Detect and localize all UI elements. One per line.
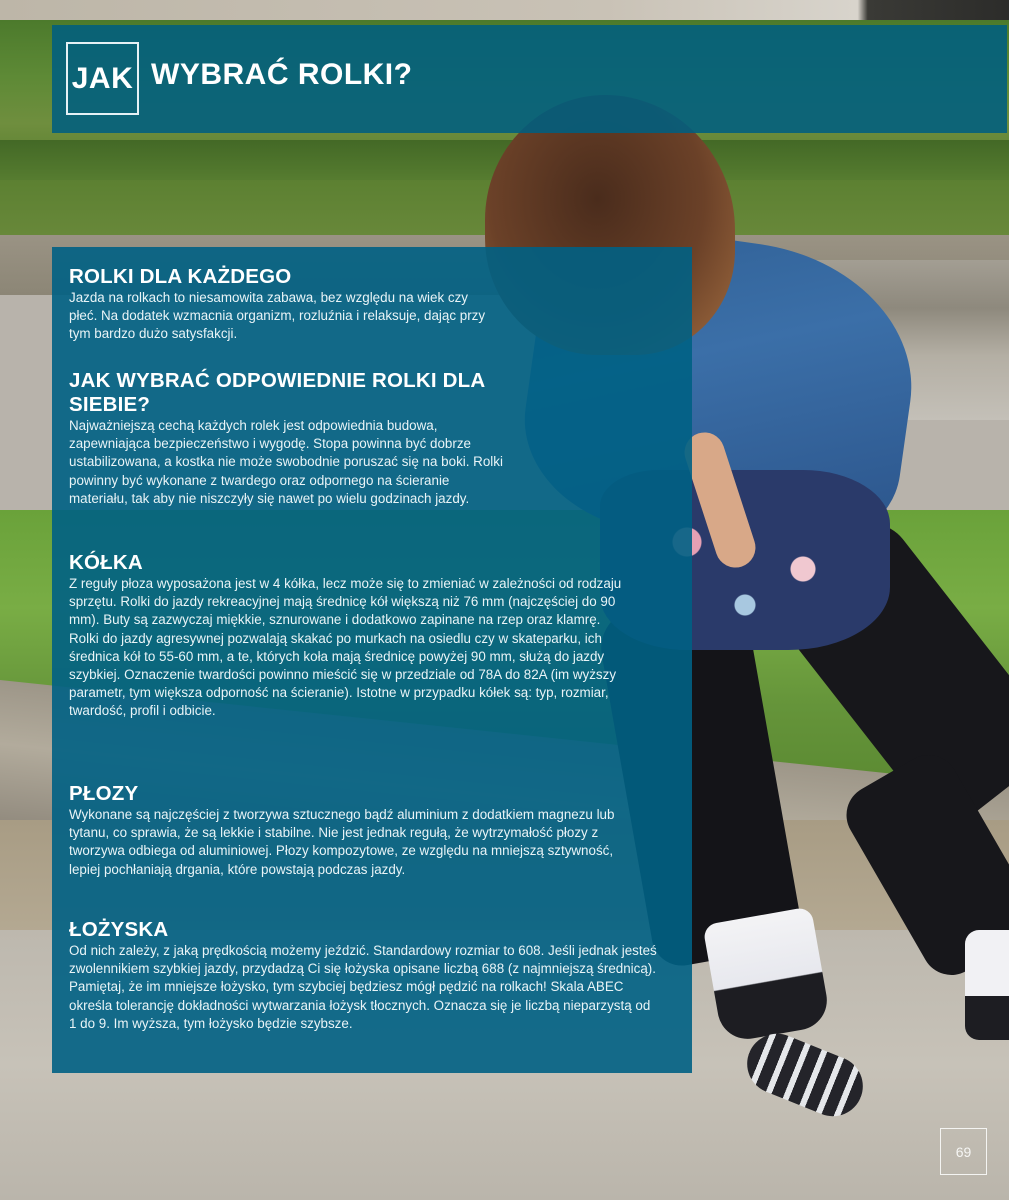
section-rolki-dla-kazdego [69, 265, 489, 344]
section-kolka [69, 551, 629, 721]
section-jak-wybrac [69, 369, 519, 508]
section-heading: ROLKI DLA KAŻDEGO [69, 265, 292, 288]
section-body: Wykonane są najczęściej z tworzywa sztucznego bądź aluminium z dodatkiem magnezu lub tytanu, co sprawia, że są lekkie i stabilne. Nie jest jednak regułą, że wytrzymałość płozy z tworzywa odbiega od aluminiowej. Płozy kompozytowe, ze względu na mniejszą sztywność, lepiej pochłaniają drgania, które powstają podczas jazdy. [69, 807, 615, 877]
photo-rollerskate-left [702, 906, 831, 1043]
section-heading: ŁOŻYSKA [69, 918, 169, 941]
section-body: Od nich zależy, z jaką prędkością możemy jeździć. Standardowy rozmiar to 608. Jeśli jednak jesteś zwolennikiem szybkiej jazdy, przydadzą Ci się łożyska opisane liczbą 688 (z najmniejszą średnicą). Pamiętaj, że im mniejsze łożysko, tym szybciej będziesz mógł pędzić na rolkach! Skala ABEC określa tolerancję dokładności wytwarzania łożysk tłocznych. Oznacza się je liczbą nieparzystą od 1 do 9. Im wyższa, tym łożysko będzie szybsze. [69, 943, 657, 1031]
page-title: WYBRAĆ ROLKI? [151, 58, 413, 91]
section-body: Z reguły płoza wyposażona jest w 4 kółka, lecz może się to zmieniać w zależności od rodzaju sprzętu. Rolki do jazdy rekreacyjnej mają średnicę kół większą niż 76 mm (najczęściej do 90 mm). Buty są zazwyczaj miękkie, sznurowane i dodatkowo zapinane na rzep oraz klamrę. Rolki do jazdy agresywnej pozwalają skakać po murkach na osiedlu czy w skateparku, ich średnica kół to 55-60 mm, a te, których koła mają średnicę powyżej 90 mm, służą do jazdy szybkiej. Oznaczenie twardości powinno mieścić się w przedziale od 78A do 82A (im wyższy parametr, tym większa odporność na ścieranie). Istotne w przypadku kółek są: typ, rozmiar, twardość, profil i odbicie. [69, 576, 622, 719]
section-body: Jazda na rolkach to niesamowita zabawa, bez względu na wiek czy płeć. Na dodatek wzmacnia organizm, rozluźnia i relaksuje, dając przy tym bardzo dużo satysfakcji. [69, 290, 486, 342]
section-body: Najważniejszą cechą każdych rolek jest odpowiednia budowa, zapewniająca bezpieczeństwo i wygodę. Stopa powinna być dobrze ustabilizowana, a kostka nie może swobodnie poruszać się na boki. Rolki powinny być wykonane z twardego oraz odpornego na ścieranie materiału, tak aby nie niszczyły się nawet po wielu godzinach jazdy. [69, 418, 503, 506]
header-boxed-word: JAK [71, 61, 134, 95]
section-heading: PŁOZY [69, 782, 139, 805]
photo-rollerskate-right [965, 930, 1009, 1040]
section-plozy [69, 782, 644, 879]
section-lozyska [69, 918, 659, 1033]
page-number: 69 [955, 1143, 972, 1160]
page-number-box [940, 1128, 987, 1175]
section-heading: JAK WYBRAĆ ODPOWIEDNIE ROLKI DLA SIEBIE? [69, 369, 485, 416]
section-heading: KÓŁKA [69, 551, 143, 574]
